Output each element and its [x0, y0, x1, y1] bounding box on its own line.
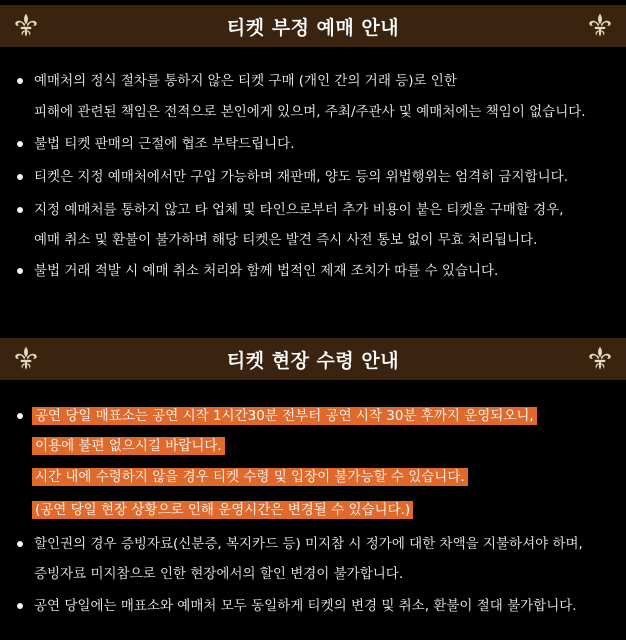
bullet-icon — [17, 541, 23, 547]
notice-line: 증빙자료 미지참으로 인한 현장에서의 할인 변경이 불가합니다. — [34, 566, 404, 582]
highlighted-line — [32, 433, 225, 459]
notice-line: 할인권의 경우 증빙자료(신분증, 복지카드 등) 미지참 시 정가에 대한 차액을 지불하셔야 하며, — [34, 536, 583, 552]
bullet-icon — [17, 78, 23, 84]
bullet-icon — [17, 413, 23, 419]
notice-line: 피해에 관련된 책임은 전적으로 본인에게 있으며, 주최/주관사 및 예매처에는 책임이 없습니다. — [34, 104, 586, 120]
highlight-text: (공연 당일 현장 상황으로 인해 운영시간은 변경될 수 있습니다.) — [32, 501, 413, 519]
notice-line: 공연 당일에는 매표소와 예매처 모두 동일하게 티켓의 변경 및 취소, 환불이 절대 불가합니다. — [34, 598, 577, 614]
highlighted-line — [32, 403, 537, 429]
fleur-de-lis-icon — [579, 5, 621, 47]
notice-line: 불법 거래 적발 시 예매 취소 처리와 함께 법적인 제재 조치가 따를 수 있습니다. — [34, 263, 499, 279]
section-header-fraud — [0, 5, 626, 47]
highlight-text: 이용에 불편 없으시길 바랍니다. — [32, 437, 225, 455]
section-title-pickup: 티켓 현장 수령 안내 — [226, 349, 400, 372]
highlighted-line — [32, 497, 413, 523]
bullet-icon — [17, 207, 23, 213]
section-title-fraud: 티켓 부정 예매 안내 — [226, 16, 400, 39]
notice-line: 티켓은 지정 예매처에서만 구입 가능하며 재판매, 양도 등의 위법행위는 엄격히 금지합니다. — [34, 169, 569, 185]
bullet-icon — [17, 268, 23, 274]
notice-line: 예매처의 정식 절차를 통하지 않은 티켓 구매 (개인 간의 거래 등)로 인한 — [34, 73, 457, 89]
highlighted-line — [32, 464, 468, 490]
notice-line: 지정 예매처를 통하지 않고 타 업체 및 타인으로부터 추가 비용이 붙은 티켓을 구매할 경우, — [34, 202, 564, 218]
fleur-de-lis-icon — [5, 338, 47, 380]
notice-line: 예매 취소 및 환불이 불가하며 해당 티켓은 발견 즉시 사전 통보 없이 무효 처리됩니다. — [34, 232, 538, 248]
bullet-icon — [17, 174, 23, 180]
section-header-pickup — [0, 338, 626, 380]
highlight-text: 시간 내에 수령하지 않을 경우 티켓 수령 및 입장이 불가능할 수 있습니다. — [32, 468, 468, 486]
fleur-de-lis-icon — [5, 5, 47, 47]
highlight-text: 공연 당일 매표소는 공연 시작 1시간30분 전부터 공연 시작 30분 후까지 운영되오니, — [32, 407, 537, 425]
fleur-de-lis-icon — [579, 338, 621, 380]
notice-line: 불법 티켓 판매의 근절에 협조 부탁드립니다. — [34, 136, 295, 152]
bullet-icon — [17, 141, 23, 147]
bullet-icon — [17, 603, 23, 609]
